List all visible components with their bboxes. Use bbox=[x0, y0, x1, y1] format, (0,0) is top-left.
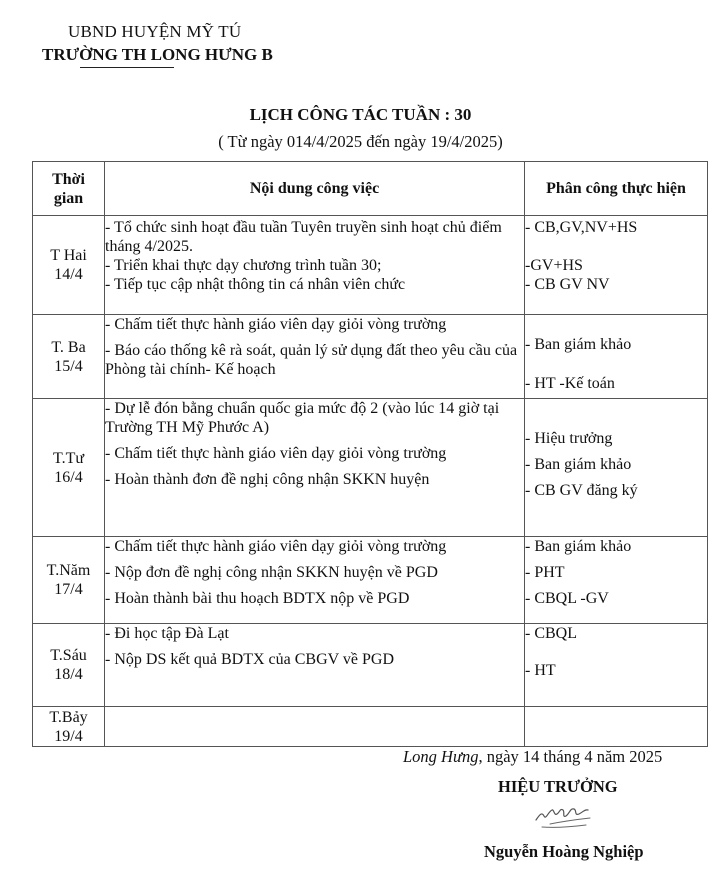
header-content: Nội dung công việc bbox=[105, 162, 525, 216]
header-time-line1: Thời bbox=[52, 170, 85, 188]
assignee-cell bbox=[525, 624, 708, 707]
assignee-item: - Ban giám khảo bbox=[525, 336, 632, 353]
issuing-authority: UBND HUYỆN MỸ TÚ bbox=[68, 22, 242, 41]
day-name: T Hai bbox=[50, 247, 87, 264]
task-item: - Chấm tiết thực hành giáo viên dạy giỏi vòng trường bbox=[105, 316, 447, 333]
assignee-item: - CB GV đăng ký bbox=[525, 482, 638, 499]
task-item: - Tiếp tục cập nhật thông tin cá nhân viên chức bbox=[105, 276, 406, 293]
assignee-item: - Ban giám khảo bbox=[525, 538, 632, 555]
day-cell bbox=[33, 399, 105, 537]
assignee-item: - PHT bbox=[525, 564, 565, 581]
header-assignment: Phân công thực hiện bbox=[525, 162, 708, 216]
table-row bbox=[33, 707, 708, 747]
assignee-cell bbox=[525, 399, 708, 537]
day-name: T.Sáu bbox=[50, 647, 87, 664]
day-date: 19/4 bbox=[54, 727, 83, 745]
task-item: - Hoàn thành bài thu hoạch BDTX nộp về PGD bbox=[105, 590, 410, 607]
task-item: - Tổ chức sinh hoạt đầu tuần Tuyên truyền sinh hoạt chủ điểm tháng 4/2025. bbox=[105, 219, 502, 255]
table-row bbox=[33, 624, 708, 707]
assignee-item: - HT -Kế toán bbox=[525, 375, 615, 392]
day-date: 16/4 bbox=[54, 468, 83, 486]
task-item: - Chấm tiết thực hành giáo viên dạy giỏi vòng trường bbox=[105, 538, 447, 555]
task-item: - Triển khai thực dạy chương trình tuần 30; bbox=[105, 257, 382, 274]
handwritten-signature bbox=[530, 800, 600, 834]
task-item: - Chấm tiết thực hành giáo viên dạy giỏi vòng trường bbox=[105, 445, 447, 462]
day-name: T.Tư bbox=[52, 449, 85, 467]
table-row bbox=[33, 315, 708, 399]
schedule-table bbox=[32, 161, 708, 747]
task-item: - Nộp DS kết quả BDTX của CBGV về PGD bbox=[105, 651, 395, 668]
day-date: 15/4 bbox=[54, 357, 83, 375]
tasks-cell bbox=[105, 707, 525, 747]
tasks-cell bbox=[105, 399, 525, 537]
assignee-item: - Hiệu trưởng bbox=[525, 430, 613, 447]
day-cell bbox=[33, 707, 105, 747]
assignee-item: - CBQL bbox=[525, 625, 577, 642]
assignee-item: - CB GV NV bbox=[525, 276, 610, 293]
table-row bbox=[33, 399, 708, 537]
table-row bbox=[33, 216, 708, 315]
assignee-item: -GV+HS bbox=[525, 257, 583, 274]
assignee-cell bbox=[525, 707, 708, 747]
assignee-item: - CB,GV,NV+HS bbox=[525, 219, 638, 236]
assignee-cell bbox=[525, 315, 708, 399]
day-name: T.Bảy bbox=[49, 708, 88, 726]
day-date: 17/4 bbox=[54, 581, 83, 598]
date-range: ( Từ ngày 014/4/2025 đến ngày 19/4/2025) bbox=[218, 132, 503, 151]
task-item: - Đi học tập Đà Lạt bbox=[105, 625, 229, 642]
day-cell bbox=[33, 315, 105, 399]
table-header-row bbox=[33, 162, 708, 216]
day-date: 14/4 bbox=[54, 266, 83, 283]
assignee-item: - CBQL -GV bbox=[525, 590, 609, 607]
signer-role: HIỆU TRƯỞNG bbox=[498, 777, 618, 796]
assignee-item: - Ban giám khảo bbox=[525, 456, 632, 473]
header-underline bbox=[80, 67, 174, 68]
day-name: T.Năm bbox=[46, 562, 91, 579]
day-name: T. Ba bbox=[51, 338, 86, 356]
tasks-cell bbox=[105, 624, 525, 707]
table-row bbox=[33, 537, 708, 624]
tasks-cell bbox=[105, 537, 525, 624]
assignee-item: - HT bbox=[525, 662, 556, 679]
header-time-line2: gian bbox=[53, 189, 84, 207]
day-cell bbox=[33, 216, 105, 315]
school-name: TRƯỜNG TH LONG HƯNG B bbox=[42, 45, 273, 64]
signing-date-text: , ngày 14 tháng 4 năm 2025 bbox=[478, 747, 663, 766]
assignee-cell bbox=[525, 537, 708, 624]
assignee-cell bbox=[525, 216, 708, 315]
day-cell bbox=[33, 537, 105, 624]
task-item: - Dự lễ đón bằng chuẩn quốc gia mức độ 2 (vào lúc 14 giờ tại Trường TH Mỹ Phước A) bbox=[105, 400, 500, 436]
task-item: - Nộp đơn đề nghị công nhận SKKN huyện về PGD bbox=[105, 564, 438, 581]
task-item: - Hoàn thành đơn đề nghị công nhận SKKN huyện bbox=[105, 471, 430, 488]
tasks-cell bbox=[105, 315, 525, 399]
day-date: 18/4 bbox=[54, 666, 83, 683]
signer-name: Nguyễn Hoàng Nghiệp bbox=[484, 842, 644, 861]
task-item: - Báo cáo thống kê rà soát, quản lý sử dụng đất theo yêu cầu của Phòng tài chính- Kế hoạch bbox=[105, 342, 518, 378]
tasks-cell bbox=[105, 216, 525, 315]
header-time bbox=[33, 162, 105, 216]
document-title: LỊCH CÔNG TÁC TUẦN : 30 bbox=[249, 105, 472, 124]
signing-place: Long Hưng bbox=[403, 747, 479, 766]
signing-date bbox=[403, 747, 662, 767]
day-cell bbox=[33, 624, 105, 707]
